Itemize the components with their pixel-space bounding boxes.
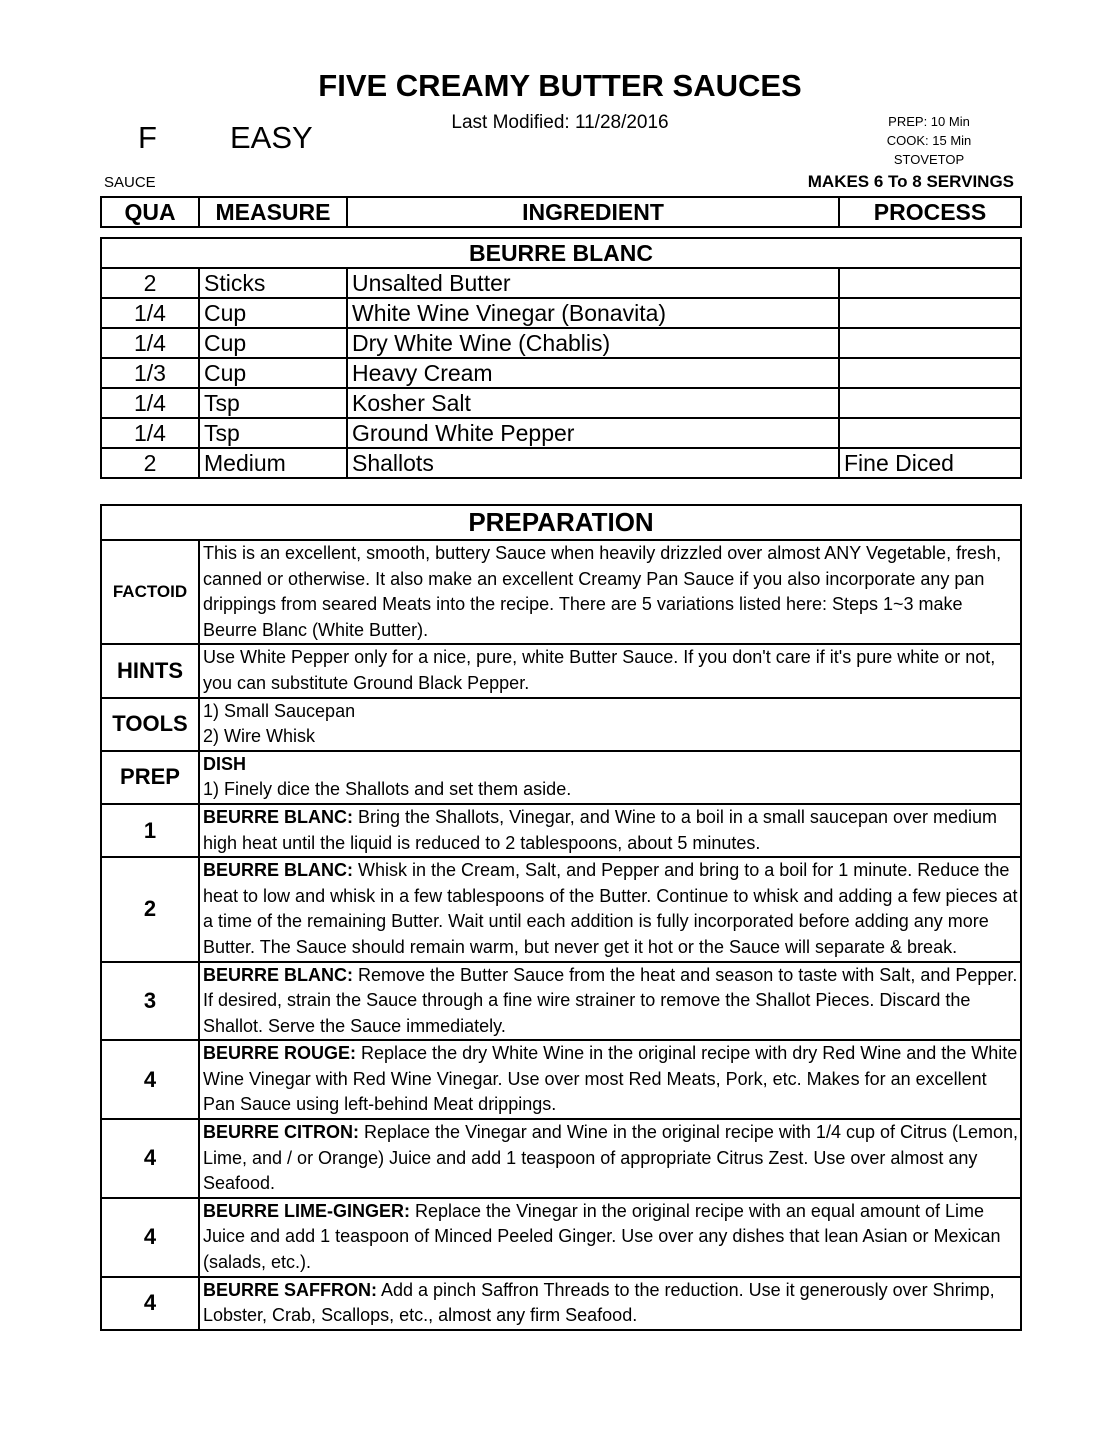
last-modified: Last Modified: 11/28/2016	[451, 112, 669, 133]
ingredient-measure: Cup	[199, 358, 347, 388]
ingredient-qty: 2	[101, 268, 199, 298]
step-number: 2	[101, 857, 199, 961]
step-heading: BEURRE ROUGE:	[203, 1043, 357, 1064]
preparation-header-row	[101, 505, 1021, 540]
col-qua: QUA	[101, 197, 199, 227]
column-header-row	[101, 197, 1021, 227]
ingredient-process: Fine Diced	[839, 448, 1021, 478]
preparation-title: PREPARATION	[101, 505, 1021, 540]
section-row	[101, 238, 1021, 268]
ingredient-name: Kosher Salt	[347, 388, 839, 418]
tools-label: TOOLS	[101, 698, 199, 751]
preparation-table	[100, 504, 1022, 1331]
recipe-difficulty: EASY	[230, 120, 313, 155]
prep-row	[101, 751, 1021, 804]
step-heading: BEURRE BLANC:	[203, 860, 353, 881]
ingredient-name: Heavy Cream	[347, 358, 839, 388]
tool-item: 1) Small Saucepan	[203, 700, 356, 721]
ingredient-row	[101, 418, 1021, 448]
prep-time: PREP: 10 Min	[888, 114, 970, 129]
servings: MAKES 6 To 8 SERVINGS	[807, 172, 1014, 191]
time-info	[850, 112, 1008, 169]
tools-row	[101, 698, 1021, 751]
col-process: PROCESS	[839, 197, 1021, 227]
step-text	[199, 857, 1021, 961]
step-body: Replace the Vinegar in the original recipe with an equal amount of Lime Juice and add 1 teaspoon of Minced Peeled Ginger. Use over any dishes that lean Asian or Mexican (salads, etc.).	[203, 1200, 1001, 1273]
step-body: Replace the dry White Wine in the original recipe with dry Red Wine and the White Wine Vinegar with Red Wine Vinegar. Use over most Red Meats, Pork, etc. Makes for an excellent Pan Sauce using left-behind Meat drippings.	[203, 1043, 1018, 1115]
step-row	[101, 962, 1021, 1041]
ingredient-row	[101, 328, 1021, 358]
step-heading: BEURRE BLANC:	[203, 806, 353, 827]
step-heading: BEURRE LIME-GINGER:	[203, 1200, 410, 1221]
ingredient-measure: Cup	[199, 298, 347, 328]
step-heading: BEURRE CITRON:	[203, 1122, 359, 1143]
ingredient-process	[839, 268, 1021, 298]
ingredient-row	[101, 448, 1021, 478]
step-row	[101, 1198, 1021, 1277]
step-row	[101, 1119, 1021, 1198]
ingredient-name: Shallots	[347, 448, 839, 478]
recipe-title: FIVE CREAMY BUTTER SAUCES	[318, 68, 802, 103]
hints-label: HINTS	[101, 644, 199, 697]
step-row	[101, 1277, 1021, 1330]
prep-content	[199, 751, 1021, 804]
ingredient-qty: 1/4	[101, 298, 199, 328]
ingredient-measure: Tsp	[199, 418, 347, 448]
ingredient-process	[839, 358, 1021, 388]
step-number: 4	[101, 1119, 199, 1198]
factoid-row	[101, 540, 1021, 644]
ingredient-qty: 1/3	[101, 358, 199, 388]
ingredient-name: Unsalted Butter	[347, 268, 839, 298]
hints-text: Use White Pepper only for a nice, pure, white Butter Sauce. If you don't care if it's pure white or not, you can substitute Ground Black Pepper.	[199, 644, 1021, 697]
step-number: 4	[101, 1040, 199, 1119]
ingredient-qty: 1/4	[101, 328, 199, 358]
prep-label: PREP	[101, 751, 199, 804]
column-header-table	[100, 196, 1022, 228]
step-number: 4	[101, 1277, 199, 1330]
step-number: 3	[101, 962, 199, 1041]
col-measure: MEASURE	[199, 197, 347, 227]
tools-list	[199, 698, 1021, 751]
step-heading: BEURRE SAFFRON:	[203, 1279, 377, 1300]
step-number: 1	[101, 804, 199, 857]
ingredients-table	[100, 237, 1022, 479]
step-body: Whisk in the Cream, Salt, and Pepper and bring to a boil for 1 minute. Reduce the heat to low and whisk in a few tablespoons of the Butter. Continue to whisk and adding a few pieces at a time of the remaining Butter. Wait until each addition is fully incorporated before adding any more Butter. The Sauce should remain warm, but never get it hot or the Sauce will separate & break.	[203, 860, 1018, 957]
prep-text: 1) Finely dice the Shallots and set them aside.	[203, 779, 572, 800]
step-body: Bring the Shallots, Vinegar, and Wine to a boil in a small saucepan over medium high heat until the liquid is reduced to 2 tablespoons, about 5 minutes.	[203, 806, 998, 853]
col-ingredient: INGREDIENT	[347, 197, 839, 227]
step-text	[199, 962, 1021, 1041]
cook-time: COOK: 15 Min	[886, 133, 972, 148]
factoid-label: FACTOID	[101, 540, 199, 644]
recipe-grade: F	[138, 120, 157, 155]
ingredient-measure: Tsp	[199, 388, 347, 418]
ingredient-measure: Medium	[199, 448, 347, 478]
prep-heading: DISH	[203, 753, 247, 774]
tool-item: 2) Wire Whisk	[203, 726, 315, 747]
step-row	[101, 1040, 1021, 1119]
ingredient-process	[839, 328, 1021, 358]
hints-row	[101, 644, 1021, 697]
step-text	[199, 1277, 1021, 1330]
ingredient-row	[101, 268, 1021, 298]
ingredient-qty: 1/4	[101, 418, 199, 448]
ingredient-row	[101, 298, 1021, 328]
step-number: 4	[101, 1198, 199, 1277]
step-row	[101, 857, 1021, 961]
ingredient-name: Ground White Pepper	[347, 418, 839, 448]
ingredient-process	[839, 418, 1021, 448]
step-row	[101, 804, 1021, 857]
cook-method: STOVETOP	[893, 152, 965, 167]
ingredient-row	[101, 388, 1021, 418]
recipe-category: SAUCE	[104, 174, 156, 191]
ingredient-qty: 1/4	[101, 388, 199, 418]
step-text	[199, 1198, 1021, 1277]
step-text	[199, 804, 1021, 857]
ingredient-row	[101, 358, 1021, 388]
ingredient-name: White Wine Vinegar (Bonavita)	[347, 298, 839, 328]
step-heading: BEURRE BLANC:	[203, 964, 353, 985]
step-text	[199, 1119, 1021, 1198]
step-body: Replace the Vinegar and Wine in the original recipe with 1/4 cup of Citrus (Lemon, Lime, and / or Orange) Juice and add 1 teaspoon of appropriate Citrus Zest. Use over almost any Seafood.	[203, 1122, 1019, 1194]
step-body: Remove the Butter Sauce from the heat and season to taste with Salt, and Pepper. If desired, strain the Sauce through a fine wire strainer to remove the Shallot Pieces. Discard the Shallot. Serve the Sauce immediately.	[203, 964, 1018, 1036]
ingredient-measure: Sticks	[199, 268, 347, 298]
ingredient-process	[839, 298, 1021, 328]
ingredient-qty: 2	[101, 448, 199, 478]
ingredient-process	[839, 388, 1021, 418]
ingredient-name: Dry White Wine (Chablis)	[347, 328, 839, 358]
step-body: Add a pinch Saffron Threads to the reduction. Use it generously over Shrimp, Lobster, Crab, Scallops, etc., almost any firm Seafood.	[203, 1279, 995, 1326]
section-title: BEURRE BLANC	[101, 238, 1021, 268]
step-text	[199, 1040, 1021, 1119]
ingredient-measure: Cup	[199, 328, 347, 358]
factoid-text: This is an excellent, smooth, buttery Sauce when heavily drizzled over almost ANY Vegetable, fresh, canned or otherwise. It also make an excellent Creamy Pan Sauce if you also incorporate any pan drippings from seared Meats into the recipe. There are 5 variations listed here: Steps 1~3 make Beurre Blanc (White Butter).	[199, 540, 1021, 644]
